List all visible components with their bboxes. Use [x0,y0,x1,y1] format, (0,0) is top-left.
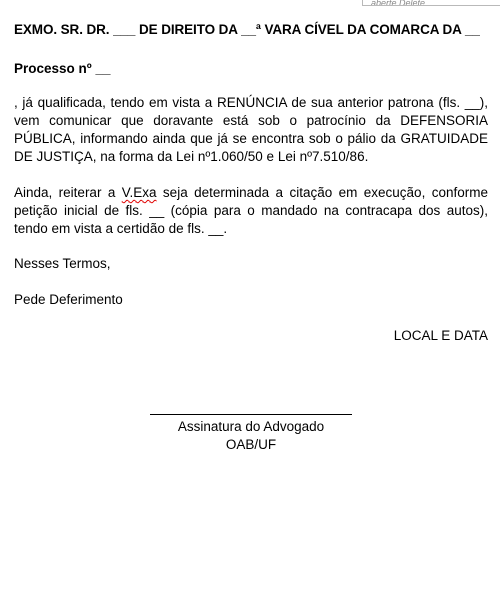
signature-name: Assinatura do Advogado [177,419,325,434]
paragraph-citacao-end: seja determinada a citação em execução, conforme petição inicial de fls. __ (cópia para o mandado na contracapa dos autos), tendo em vista a certidão de fls. __. [14,185,488,236]
closing-pede-deferimento: Pede Deferimento [14,292,123,307]
paragraph-citacao [14,184,488,238]
signature-registration: OAB/UF [225,437,277,452]
local-and-date: LOCAL E DATA [393,328,488,343]
closing-nesses-termos: Nesses Termos, [14,256,111,271]
top-cropped-snippet: aberte Delete [362,0,500,6]
paragraph-citacao-start: Ainda, reiterar a [14,185,122,200]
signature-block [150,418,352,454]
document-heading: EXMO. SR. DR. ___ DE DIREITO DA __ª VARA CÍVEL DA COMARCA DA __ [14,22,480,37]
signature-line [150,414,352,415]
spellcheck-underlined-word: V.Exa [121,185,157,200]
process-number-label: Processo nº __ [14,61,111,76]
paragraph-renuncia: , já qualificada, tendo em vista a RENÚNCIA de sua anterior patrona (fls. __), vem comunicar que doravante está sob o patrocínio da DEFENSORIA PÚBLICA, informando ainda que já se encontra sob o pálio da GRATUIDADE DE JUSTIÇA, na forma da Lei nº1.060/50 e Lei nº7.510/86. [14,95,488,164]
